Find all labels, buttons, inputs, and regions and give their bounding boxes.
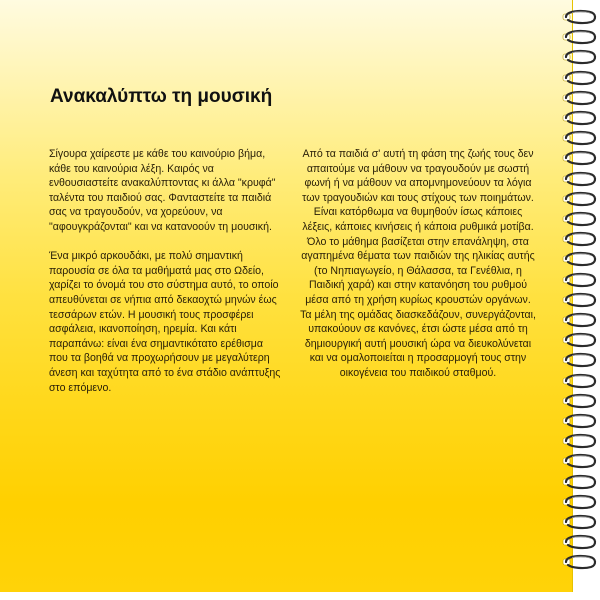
binding-wire — [566, 72, 595, 84]
binding-wire — [566, 435, 595, 447]
binding-wire-highlight — [572, 93, 590, 94]
binding-wire-highlight — [572, 295, 590, 296]
binding-ring — [560, 190, 600, 210]
binding-ring — [560, 170, 600, 190]
binding-wire — [566, 496, 595, 508]
binding-wire-highlight — [572, 355, 590, 356]
binding-wire — [566, 516, 595, 528]
spiral-binding — [560, 0, 600, 600]
binding-ring — [560, 392, 600, 412]
binding-wire — [566, 314, 595, 326]
binding-wire — [566, 11, 595, 23]
left-paragraph-1: Σίγουρα χαίρεστε με κάθε του καινούριο βήμα, κάθε του καινούρια λέξη. Καιρός να ενθουσιαστείτε ανακαλύπτοντας κι άλλα "κρυφά" ταλέντα του παιδιού σας. Φανταστείτε τα παιδιά σας να τραγουδούν, να χορεύουν, να "αφουγκράζονται" και να κατανοούν τη μουσική. — [49, 148, 276, 233]
binding-wire-highlight — [572, 254, 590, 255]
binding-wire-highlight — [572, 12, 590, 13]
binding-ring — [560, 533, 600, 553]
binding-ring — [560, 351, 600, 371]
binding-wire — [566, 213, 595, 225]
binding-wire-highlight — [572, 153, 590, 154]
binding-ring — [560, 48, 600, 68]
binding-wire — [566, 354, 595, 366]
binding-wire-highlight — [572, 32, 590, 33]
binding-wire — [566, 193, 595, 205]
binding-wire — [566, 294, 595, 306]
binding-wire-highlight — [572, 416, 590, 417]
binding-ring — [560, 432, 600, 452]
binding-ring — [560, 210, 600, 230]
left-text-column — [49, 147, 281, 395]
binding-wire-highlight — [572, 436, 590, 437]
binding-ring — [560, 109, 600, 129]
binding-ring — [560, 28, 600, 48]
binding-wire-highlight — [572, 133, 590, 134]
binding-wire-highlight — [572, 52, 590, 53]
binding-wire — [566, 233, 595, 245]
binding-ring — [560, 493, 600, 513]
binding-wire-highlight — [572, 234, 590, 235]
page-title: Ανακαλύπτω τη μουσική — [50, 86, 273, 107]
binding-wire — [566, 375, 595, 387]
binding-ring — [560, 372, 600, 392]
right-text-column — [299, 147, 537, 381]
binding-ring — [560, 230, 600, 250]
binding-ring — [560, 8, 600, 28]
left-paragraph-2: Ένα μικρό αρκουδάκι, με πολύ σημαντική παρουσία σε όλα τα μαθήματά μας στο Ωδείο, χαρίζει το όνομά του στο σύστημα αυτό, το οποίο απευθύνεται σε νήπια από δεκαοχτώ μηνών έως τεσσάρων ετών. Η μουσική τους προσφέρει ασφάλεια, ικανοποίηση, ηρεμία. Και κάτι παραπάνω: είναι ένα σημαντικότατο ερέθισμα που τα βοηθά να προχωρήσουν με μεγαλύτερη άνεση και ταχύτητα από το ένα στάδιο ανάπτυξης στο επόμενο. — [49, 250, 281, 394]
binding-wire — [566, 132, 595, 144]
binding-wire-highlight — [572, 476, 590, 477]
binding-ring — [560, 149, 600, 169]
binding-ring — [560, 331, 600, 351]
binding-ring — [560, 129, 600, 149]
binding-wire-highlight — [572, 456, 590, 457]
binding-wire — [566, 334, 595, 346]
binding-wire — [566, 31, 595, 43]
binding-wire-highlight — [572, 557, 590, 558]
right-paragraph-1: Από τα παιδιά σ' αυτή τη φάση της ζωής τους δεν απαιτούμε να μάθουν να τραγουδούν με σωστή φωνή ή να μάθουν να απομνημονεύουν τα λόγια των τραγουδιών και τους στίχους των ποιημάτων. Είναι κατόρθωμα να θυμηθούν ίσως κάποιες λέξεις, κάποιες κινήσεις ή κάποια ρυθμικά μοτίβα. Όλο το μάθημα βασίζεται στην επανάληψη, στα αγαπημένα θέματα των παιδιών της ηλικίας αυτής (το Νηπιαγωγείο, η Θάλασσα, τα Γενέθλια, η Παιδική χαρά) και στην κατανόηση του ρυθμού μέσα από τη χρήση κυρίως κρουστών οργάνων. Τα μέλη της ομάδας διασκεδάζουν, συνεργάζονται, υπακούουν σε κανόνες, έτσι ώστε μέσα από τη δημιουργική αυτή μουσική ώρα να διευκολύνεται και να ομαλοποιείται η προσαρμογή τους στην οικογένεια του παιδικού σταθμού. — [300, 148, 536, 379]
binding-wire — [566, 455, 595, 467]
binding-wire-highlight — [572, 194, 590, 195]
binding-wire-highlight — [572, 113, 590, 114]
binding-ring — [560, 412, 600, 432]
binding-wire-highlight — [572, 173, 590, 174]
binding-wire — [566, 476, 595, 488]
binding-wire — [566, 152, 595, 164]
binding-ring — [560, 89, 600, 109]
binding-ring — [560, 473, 600, 493]
binding-ring — [560, 553, 600, 573]
binding-ring — [560, 291, 600, 311]
binding-wire-highlight — [572, 274, 590, 275]
binding-ring — [560, 250, 600, 270]
binding-wire-highlight — [572, 335, 590, 336]
binding-wire-highlight — [572, 396, 590, 397]
binding-wire-highlight — [572, 497, 590, 498]
binding-ring — [560, 69, 600, 89]
binding-wire-highlight — [572, 375, 590, 376]
binding-wire — [566, 536, 595, 548]
binding-ring — [560, 513, 600, 533]
binding-wire — [566, 556, 595, 568]
binding-wire — [566, 51, 595, 63]
binding-wire — [566, 253, 595, 265]
binding-wire — [566, 395, 595, 407]
binding-ring — [560, 311, 600, 331]
binding-ring — [560, 271, 600, 291]
binding-wire-highlight — [572, 315, 590, 316]
binding-wire-highlight — [572, 72, 590, 73]
binding-wire-highlight — [572, 537, 590, 538]
binding-wire-highlight — [572, 214, 590, 215]
binding-wire — [566, 415, 595, 427]
binding-wire — [566, 274, 595, 286]
binding-wire-highlight — [572, 517, 590, 518]
binding-wire — [566, 173, 595, 185]
binding-ring — [560, 452, 600, 472]
binding-wire — [566, 92, 595, 104]
binding-wire — [566, 112, 595, 124]
